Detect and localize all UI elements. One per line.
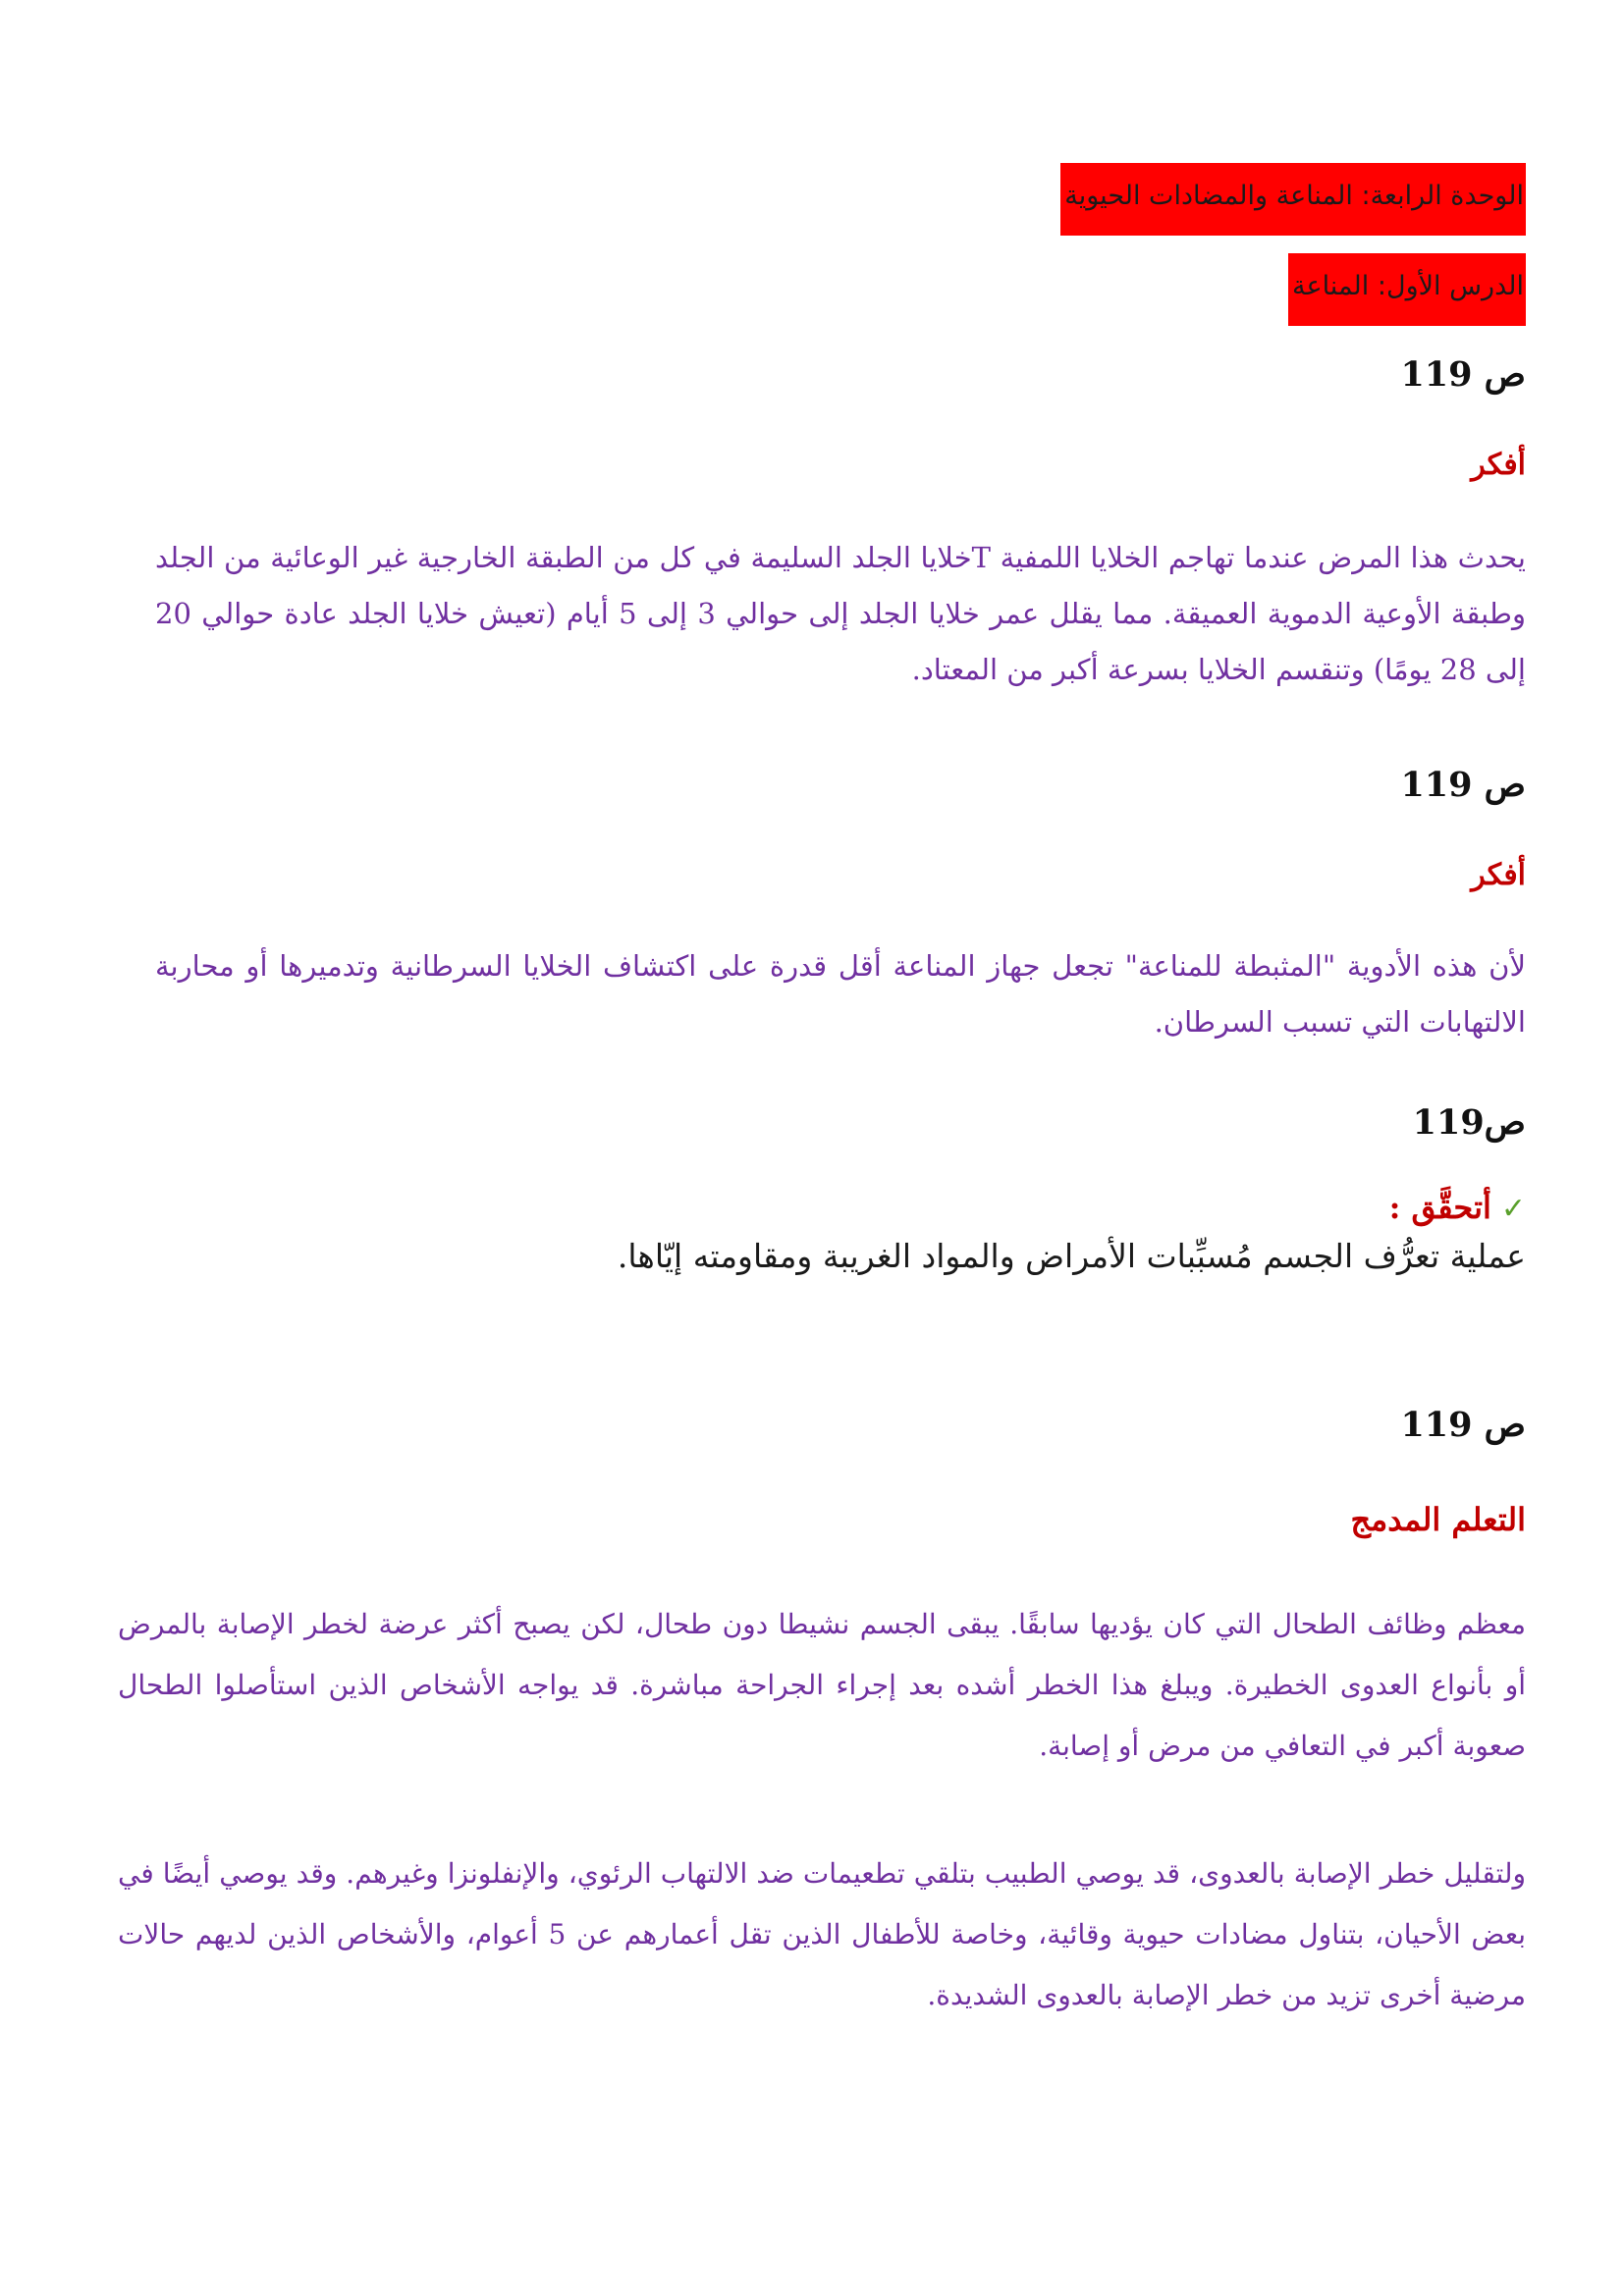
- lesson-title: الدرس الأول: المناعة: [1288, 253, 1526, 326]
- unit-title-block: [1060, 163, 1526, 236]
- blended-learning-heading: التعلم المدمج: [1350, 1501, 1526, 1538]
- unit-title: الوحدة الرابعة: المناعة والمضادات الحيوية: [1060, 163, 1526, 236]
- page-reference: ص 119: [1400, 765, 1526, 805]
- page-reference: ص 119: [1400, 354, 1526, 395]
- paragraph: يحدث هذا المرض عندما تهاجم الخلايا اللمفية Tخلايا الجلد السليمة في كل من الطبقة الخارجية غير الوعائية من الجلد وطبقة الأوعية الدموية العميقة. مما يقلل عمر خلايا الجلد إلى حوالي 3 إلى 5 أيام (تعيش خلايا الجلد عادة حوالي 20 إلى 28 يومًا) وتنقسم الخلايا بسرعة أكبر من المعتاد.: [155, 541, 1526, 686]
- lesson-title-block: [1288, 253, 1526, 326]
- paragraph: معظم وظائف الطحال التي كان يؤديها سابقًا. يبقى الجسم نشيطا دون طحال، لكن يصبح أكثر عرضة لخطر الإصابة بالمرض أو بأنواع العدوى الخطيرة. ويبلغ هذا الخطر أشده بعد إجراء الجراحة مباشرة. قد يواجه الأشخاص الذين استأصلوا الطحال صعوبة أكبر في التعافي من مرض أو إصابة.: [118, 1608, 1527, 1762]
- paragraph: لأن هذه الأدوية "المثبطة للمناعة" تجعل جهاز المناعة أقل قدرة على اكتشاف الخلايا السرطانية وتدميرها أو محاربة الالتهابات التي تسبب السرطان.: [155, 949, 1526, 1039]
- page-reference: ص 119: [1400, 1405, 1526, 1445]
- paragraph: ولتقليل خطر الإصابة بالعدوى، قد يوصي الطبيب بتلقي تطعيمات ضد الالتهاب الرئوي، والإنفلونزا وغيرهم. وقد يوصي أيضًا في بعض الأحيان، بتناول مضادات حيوية وقائية، وخاصة للأطفال الذين تقل أعمارهم عن 5 أعوام، والأشخاص الذين لديهم حالات مرضية أخرى تزيد من خطر الإصابة بالعدوى الشديدة.: [118, 1857, 1527, 2011]
- check-heading: أتحقَّق :: [1388, 1189, 1491, 1226]
- page-reference: ص119: [1412, 1102, 1526, 1143]
- checkmark-icon: ✓: [1500, 1192, 1526, 1226]
- check-heading-row: [1389, 1188, 1526, 1227]
- think-heading: أفكر: [1471, 448, 1526, 482]
- definition-text: عملية تعرُّف الجسم مُسبِّبات الأمراض والمواد الغريبة ومقاومته إيّاها.: [617, 1237, 1526, 1275]
- think-heading: أفكر: [1471, 858, 1526, 892]
